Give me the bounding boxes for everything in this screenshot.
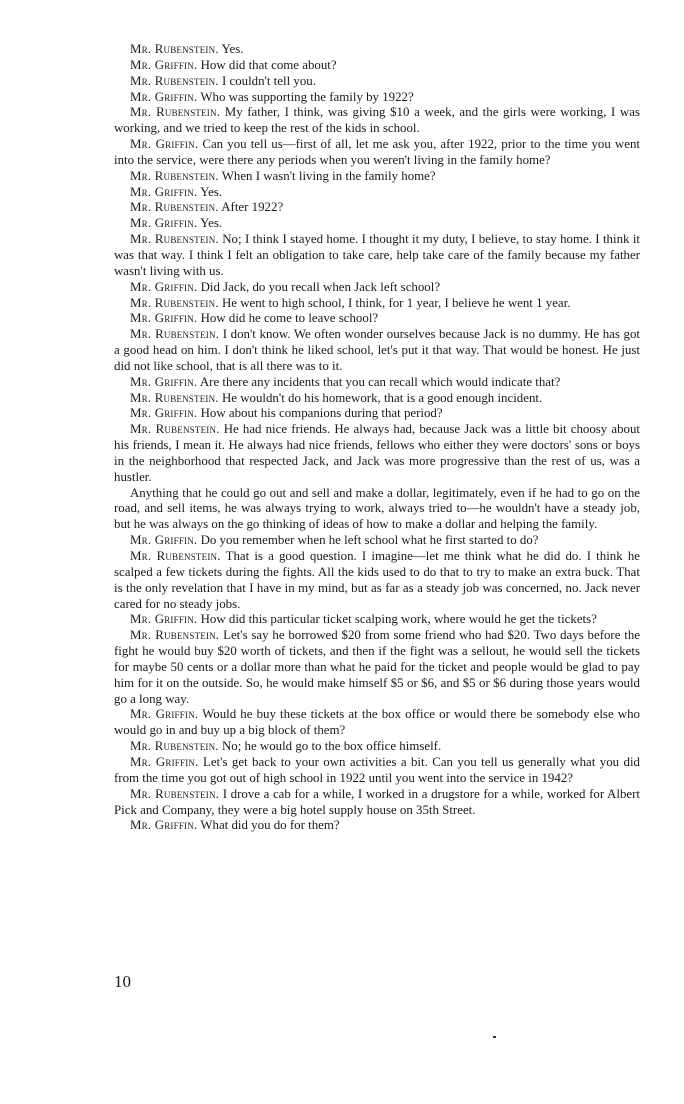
paragraph bbox=[114, 533, 640, 549]
paragraph bbox=[114, 739, 640, 755]
paragraph bbox=[114, 375, 640, 391]
paragraph bbox=[114, 787, 640, 819]
speech-text: How did he come to leave school? bbox=[197, 311, 379, 326]
paragraph bbox=[114, 628, 640, 707]
paragraph bbox=[114, 216, 640, 232]
paragraph bbox=[114, 280, 640, 296]
paragraph bbox=[114, 58, 640, 74]
paragraph bbox=[114, 755, 640, 787]
paragraph bbox=[114, 169, 640, 185]
paragraph bbox=[114, 311, 640, 327]
scan-speck bbox=[493, 1036, 496, 1038]
speech-text: I drove a cab for a while, I worked in a drugstore for a while, worked for Albert Pick and Company, they were a big hotel supply house on 35th Street. bbox=[114, 786, 640, 817]
speech-text: I couldn't tell you. bbox=[218, 73, 316, 88]
speaker-name: Mr. Rubenstein. bbox=[130, 739, 219, 754]
paragraph bbox=[114, 232, 640, 280]
paragraph bbox=[114, 707, 640, 739]
speaker-name: Mr. Rubenstein. bbox=[130, 390, 219, 405]
paragraph bbox=[114, 327, 640, 375]
speech-text: When I wasn't living in the family home? bbox=[218, 168, 436, 183]
speaker-name: Mr. Griffin. bbox=[130, 818, 198, 833]
speech-text: My father, I think, was giving $10 a week, and the girls were working, I was working, and we tried to keep the rest of the kids in school. bbox=[114, 105, 640, 136]
paragraph bbox=[114, 486, 640, 534]
speaker-name: Mr. Griffin. bbox=[130, 406, 198, 421]
speech-text: What did you do for them? bbox=[197, 818, 340, 833]
speaker-name: Mr. Griffin. bbox=[130, 311, 198, 326]
speech-text: How did this particular ticket scalping work, where would he get the tickets? bbox=[197, 612, 597, 627]
paragraph bbox=[114, 90, 640, 106]
paragraph bbox=[114, 105, 640, 137]
speech-text: Let's get back to your own activities a bit. Can you tell us generally what you did from the time you got out of high school in 1922 until you went into the service in 1942? bbox=[114, 754, 640, 785]
page-number: 10 bbox=[114, 972, 131, 991]
speech-text: He had nice friends. He always had, because Jack was a little bit choosy about his friends, I mean it. He always had nice friends, fellows who either they were doctors' sons or boys in the neighborhood that respected Jack, and Jack was more progressive than the rest of us, was a hustler. bbox=[114, 422, 640, 484]
speech-text: Did Jack, do you recall when Jack left school? bbox=[197, 279, 441, 294]
speaker-name: Mr. Rubenstein. bbox=[130, 200, 219, 215]
speech-text: I don't know. We often wonder ourselves because Jack is no dummy. He has got a good head on him. I don't think he liked school, let's put it that way. That would be honest. He just did not like school, that is all there was to it. bbox=[114, 327, 640, 373]
speaker-name: Mr. Rubenstein. bbox=[130, 327, 220, 342]
speaker-name: Mr. Rubenstein. bbox=[130, 168, 219, 183]
speech-text: Anything that he could go out and sell and make a dollar, legitimately, even if he had to go on the road, and sell items, he was always trying to work, always tried to—he wouldn't have a steady job, but he was always on the go thinking of ideas of how to make a dollar and helping the family. bbox=[114, 485, 640, 532]
paragraph bbox=[114, 200, 640, 216]
speaker-name: Mr. Griffin. bbox=[130, 89, 198, 104]
speaker-name: Mr. Griffin. bbox=[130, 374, 198, 389]
speech-text: Are there any incidents that you can recall which would indicate that? bbox=[197, 374, 561, 389]
speech-text: He went to high school, I think, for 1 year, I believe he went 1 year. bbox=[218, 295, 571, 310]
paragraph bbox=[114, 296, 640, 312]
speaker-name: Mr. Griffin. bbox=[130, 279, 198, 294]
speaker-name: Mr. Rubenstein. bbox=[130, 73, 219, 88]
paragraph bbox=[114, 818, 640, 834]
speaker-name: Mr. Griffin. bbox=[130, 612, 198, 627]
speech-text: Let's say he borrowed $20 from some friend who had $20. Two days before the fight he would buy $20 worth of tickets, and then if the fight was a sellout, he would sell the tickets for maybe 50 cents or a dollar more than what he paid for the ticket and people would be glad to pay him for it on the outside. So, he would make himself $5 or $6, and $5 or $6 during those years would go a long way. bbox=[114, 628, 640, 706]
paragraph bbox=[114, 185, 640, 201]
speech-text: After 1922? bbox=[218, 200, 284, 215]
speaker-name: Mr. Griffin. bbox=[130, 184, 198, 199]
speech-text: How about his companions during that period? bbox=[197, 406, 443, 421]
speech-text: How did that come about? bbox=[197, 57, 337, 72]
speaker-name: Mr. Rubenstein. bbox=[130, 105, 221, 120]
speaker-name: Mr. Rubenstein. bbox=[130, 232, 219, 247]
speaker-name: Mr. Rubenstein. bbox=[130, 295, 219, 310]
paragraph bbox=[114, 137, 640, 169]
speaker-name: Mr. Rubenstein. bbox=[130, 422, 220, 437]
speech-text: That is a good question. I imagine—let me think what he did do. I think he scalped a few tickets during the fights. All the kids used to do that to try to make an extra buck. That is the only revelation that I have in my mind, but as far as a steady job was concerned, no. Jack never cared for no steady jobs. bbox=[114, 549, 640, 611]
speech-text: Can you tell us—first of all, let me ask you, after 1922, prior to the time you went into the service, were there any periods when you weren't living in the family home? bbox=[114, 137, 640, 167]
paragraph bbox=[114, 422, 640, 485]
speaker-name: Mr. Rubenstein. bbox=[130, 628, 220, 643]
paragraph bbox=[114, 549, 640, 612]
speech-text: Yes. bbox=[197, 216, 223, 231]
speech-text: No; he would go to the box office himself. bbox=[218, 739, 442, 754]
speaker-name: Mr. Rubenstein. bbox=[130, 42, 219, 56]
speech-text: Would he buy these tickets at the box office or would there be somebody else who would go in and buy up a big block of them? bbox=[114, 707, 640, 738]
speaker-name: Mr. Griffin. bbox=[130, 137, 199, 152]
speech-text: Yes. bbox=[197, 184, 223, 199]
transcript-page bbox=[114, 42, 640, 834]
paragraph bbox=[114, 612, 640, 628]
paragraph bbox=[114, 391, 640, 407]
speaker-name: Mr. Rubenstein. bbox=[130, 786, 220, 801]
speaker-name: Mr. Griffin. bbox=[130, 216, 198, 231]
speech-text: He wouldn't do his homework, that is a good enough incident. bbox=[218, 390, 543, 405]
paragraph bbox=[114, 74, 640, 90]
paragraph bbox=[114, 42, 640, 58]
speaker-name: Mr. Griffin. bbox=[130, 707, 199, 722]
speaker-name: Mr. Griffin. bbox=[130, 57, 198, 72]
speaker-name: Mr. Griffin. bbox=[130, 754, 199, 769]
speaker-name: Mr. Rubenstein. bbox=[130, 549, 221, 563]
speech-text: Yes. bbox=[218, 42, 244, 56]
paragraph bbox=[114, 406, 640, 422]
speech-text: Who was supporting the family by 1922? bbox=[197, 89, 414, 104]
speaker-name: Mr. Griffin. bbox=[130, 533, 198, 548]
speech-text: No; I think I stayed home. I thought it my duty, I believe, to stay home. I think it was that way. I think I felt an obligation to take care, help take care of the family because my father wasn't living with us. bbox=[114, 232, 640, 278]
speech-text: Do you remember when he left school what he first started to do? bbox=[197, 533, 539, 548]
